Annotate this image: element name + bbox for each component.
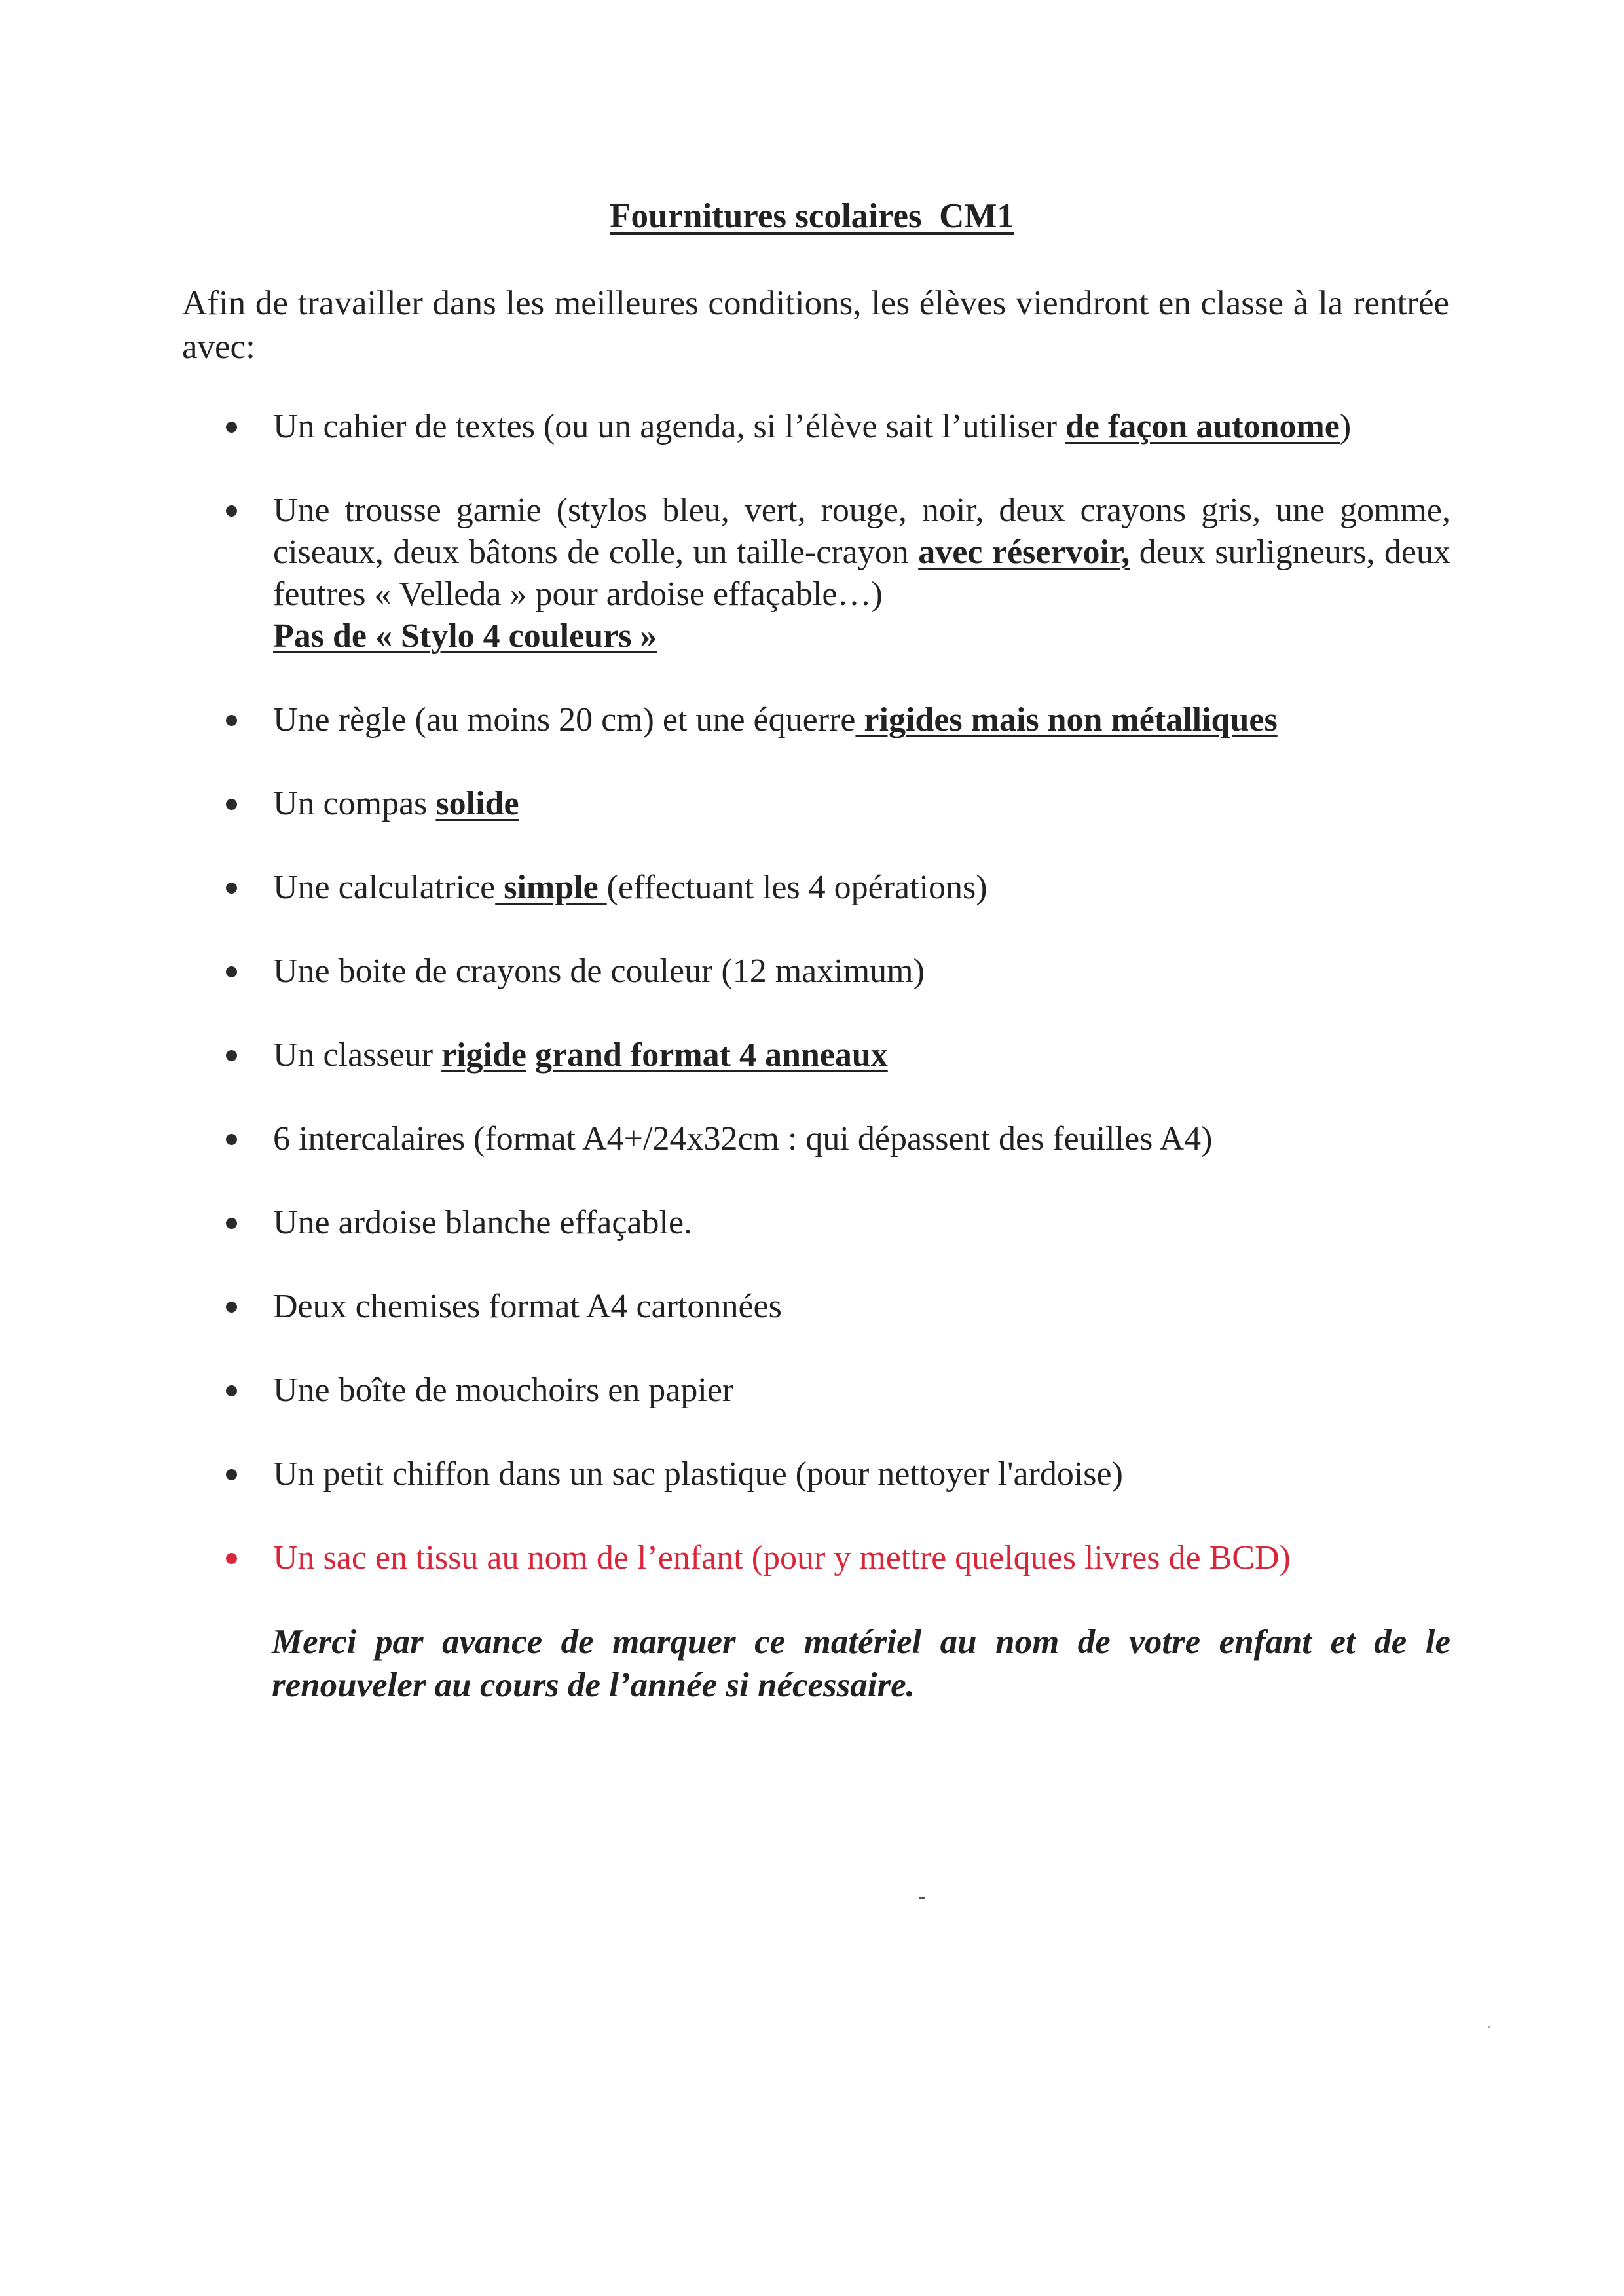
item-text-after: deux surligneurs, deux feutres « Velleda » pour ardoise effaçable…) bbox=[273, 534, 1450, 613]
bullet-icon bbox=[226, 715, 237, 726]
intro-paragraph: Afin de travailler dans les meilleures conditions, les élèves viendront en classe à la rentrée avec: bbox=[182, 284, 1449, 366]
bullet-icon bbox=[226, 799, 237, 810]
item-text: 6 intercalaires (format A4+/24x32cm : qui dépassent des feuilles A4) bbox=[273, 1120, 1213, 1157]
item-emphasis: avec réservoir, bbox=[918, 534, 1130, 571]
item-text: Un classeur bbox=[273, 1036, 442, 1074]
item-text: Une trousse garnie (stylos bleu, vert, rouge, noir, deux crayons gris, une gomme, ciseaux, deux bâtons de colle, un taille-crayon bbox=[273, 492, 1450, 571]
bullet-icon bbox=[226, 1469, 237, 1480]
item-emphasis: simple bbox=[495, 869, 607, 906]
bullet-icon bbox=[226, 966, 237, 977]
bullet-icon bbox=[226, 883, 237, 894]
closing-note: Merci par avance de marquer ce matériel au nom de votre enfant et de le renouveler au cours de l’année si nécessaire. bbox=[272, 1623, 1450, 1704]
item-text-after: (effectuant les 4 opérations) bbox=[606, 869, 987, 906]
item-text: Une règle (au moins 20 cm) et une équerre bbox=[273, 701, 856, 738]
item-text: Une calculatrice bbox=[273, 869, 496, 906]
item-emphasis-2: grand format 4 anneaux bbox=[535, 1036, 888, 1074]
list-item bbox=[226, 1286, 1450, 1328]
bullet-icon bbox=[226, 422, 237, 433]
list-item bbox=[226, 783, 1450, 825]
item-text: Une boite de crayons de couleur (12 maximum) bbox=[273, 953, 925, 990]
bullet-icon bbox=[226, 1553, 237, 1564]
item-text: Deux chemises format A4 cartonnées bbox=[273, 1288, 782, 1325]
list-item bbox=[226, 867, 1450, 909]
list-item bbox=[226, 1118, 1450, 1160]
bullet-icon bbox=[226, 1302, 237, 1313]
bullet-icon bbox=[226, 1218, 237, 1229]
item-text-after bbox=[526, 1036, 535, 1074]
scan-speck bbox=[1488, 2026, 1490, 2028]
bullet-icon bbox=[226, 1385, 237, 1396]
bullet-icon bbox=[226, 1050, 237, 1061]
item-paragraph bbox=[273, 490, 1450, 615]
item-emphasis: rigides mais non métalliques bbox=[855, 701, 1278, 738]
list-item bbox=[226, 699, 1450, 741]
item-text: Un compas bbox=[273, 785, 436, 822]
list-item bbox=[226, 490, 1450, 657]
list-item bbox=[226, 951, 1450, 993]
item-text: Un cahier de textes (ou un agenda, si l’élève sait l’utiliser bbox=[273, 408, 1066, 445]
list-item-highlighted bbox=[226, 1537, 1450, 1579]
item-text: Une ardoise blanche effaçable. bbox=[273, 1204, 693, 1241]
item-emphasis: de façon autonome bbox=[1065, 408, 1340, 445]
item-emphasis: solide bbox=[435, 785, 519, 822]
bullet-icon bbox=[226, 505, 237, 517]
item-text: Une boîte de mouchoirs en papier bbox=[273, 1372, 734, 1409]
supply-list bbox=[226, 406, 1450, 1621]
item-text: Un petit chiffon dans un sac plastique (pour nettoyer l'ardoise) bbox=[273, 1455, 1123, 1493]
list-item bbox=[226, 1453, 1450, 1495]
item-text: Un sac en tissu au nom de l’enfant (pour y mettre quelques livres de BCD) bbox=[273, 1539, 1291, 1576]
list-item bbox=[226, 1370, 1450, 1412]
list-item bbox=[226, 406, 1450, 448]
list-item bbox=[226, 1202, 1450, 1244]
item-emphasis: rigide bbox=[441, 1036, 527, 1074]
page-title: Fournitures scolaires CM1 bbox=[610, 197, 1014, 235]
item-note: Pas de « Stylo 4 couleurs » bbox=[273, 617, 657, 655]
item-text-after: ) bbox=[1339, 408, 1352, 445]
bullet-icon bbox=[226, 1134, 237, 1145]
scan-speck bbox=[919, 1897, 925, 1899]
list-item bbox=[226, 1034, 1450, 1076]
